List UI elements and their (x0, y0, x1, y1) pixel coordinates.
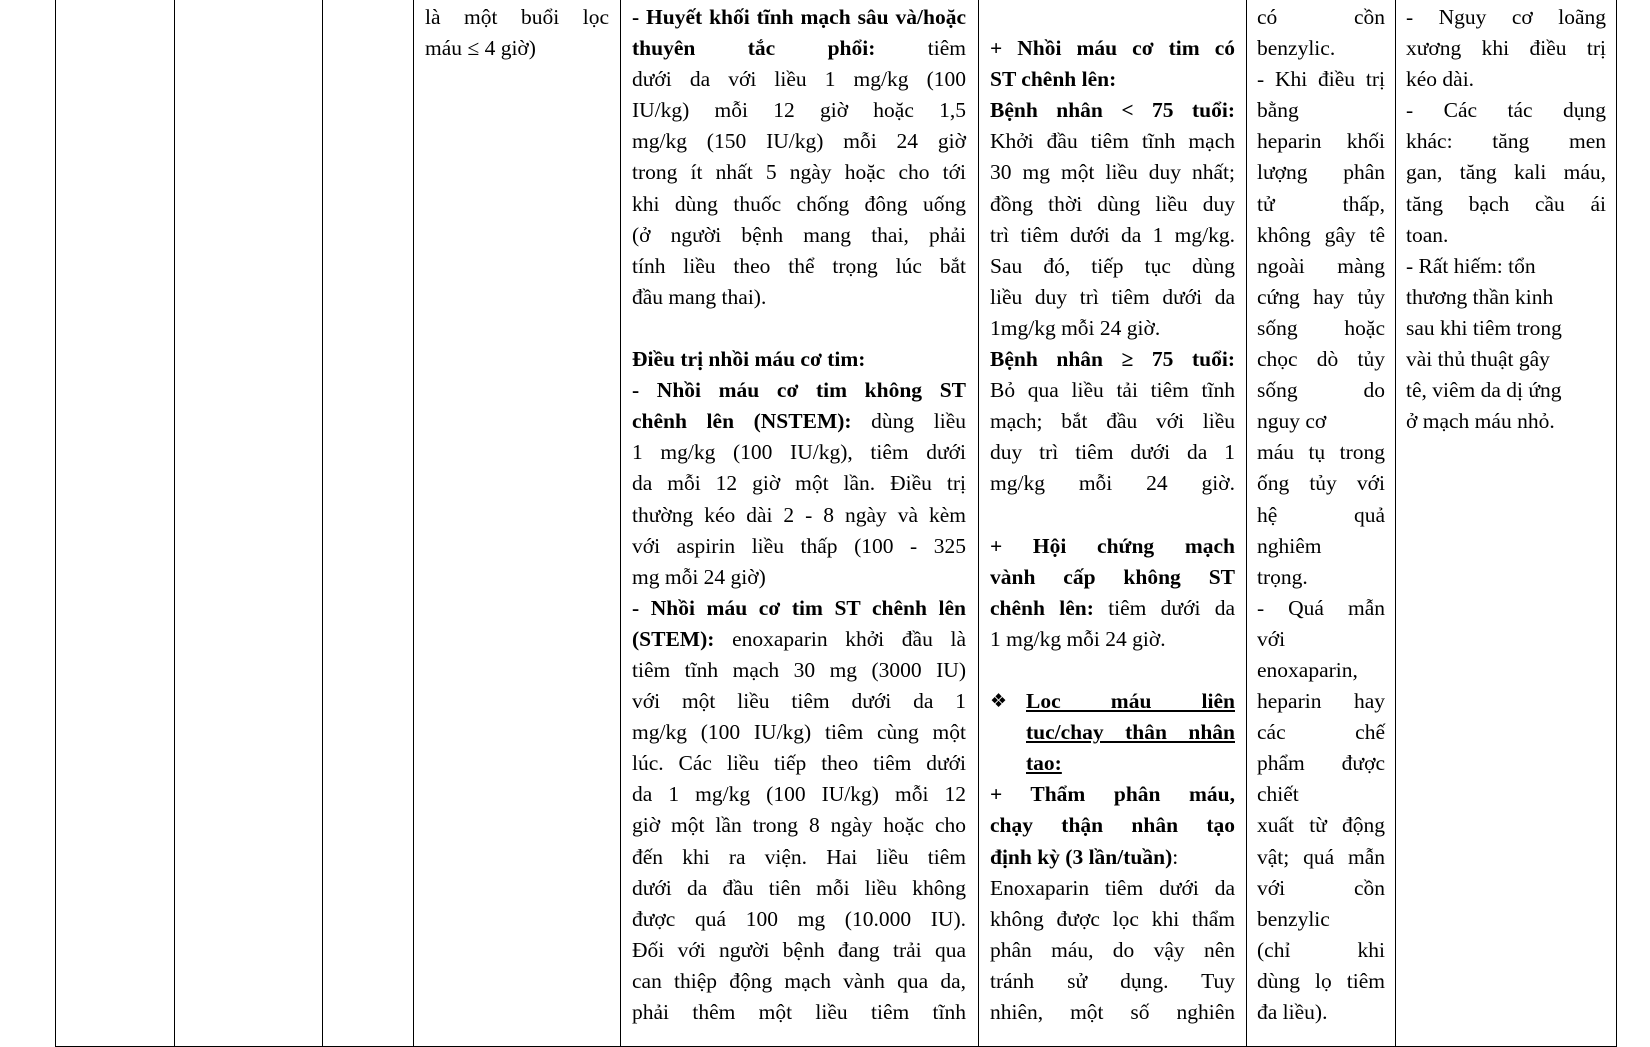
text-line: khác: tăng men (1406, 129, 1606, 154)
text-line: với aspirin liều thấp (100 - 325 (632, 533, 966, 558)
spacer (990, 500, 1235, 531)
text-line: dưới da đầu tiên mỗi liều không (632, 875, 966, 900)
dvt-heading: - Huyết khối tĩnh mạch sâu và/hoặc thuyên tắc phổi: (632, 5, 966, 61)
text-line: toan. (1406, 222, 1449, 247)
text-line: vật; quá mẫn (1257, 844, 1385, 869)
text-line: heparin hay (1257, 689, 1385, 714)
text-line: gan, tăng kali máu, (1406, 160, 1606, 185)
acs-heading: + Hội chứng mạch (990, 533, 1235, 558)
text-line: tăng bạch cầu ái (1406, 191, 1606, 216)
column-divider (978, 0, 979, 1047)
text-line: phẩm được (1257, 751, 1385, 776)
stem-heading: - Nhồi máu cơ tim ST chênh lên (632, 595, 966, 620)
text-line: nguy cơ (1257, 409, 1327, 434)
hemodialysis-heading: chạy thận nhân tạo (990, 813, 1235, 838)
text-line: - Các tác dụng (1406, 98, 1606, 123)
cell-contraindications (1257, 2, 1385, 1028)
text-line: phân máu, do vậy nên (990, 937, 1235, 962)
text-line: da mỗi 12 giờ một lần. Điều trị (632, 471, 966, 496)
text-line: xương khi điều trị (1406, 36, 1606, 61)
text-line: - Khi điều trị (1257, 67, 1385, 92)
text-line: ở mạch máu nhỏ. (1406, 409, 1555, 434)
text-line: dưới da với liều 1 mg/kg (100 (632, 67, 966, 92)
acs-heading: vành cấp không ST (990, 564, 1235, 589)
text-line: lúc. Các liều tiếp theo tiêm dưới (632, 751, 966, 776)
column-divider (620, 0, 621, 1047)
text-line: thương thần kinh (1406, 284, 1554, 309)
text-fragment: dùng liều (871, 409, 966, 434)
text-line: can thiệp động mạch vành qua da, (632, 968, 966, 993)
text-line: mạch; bắt đầu với liều (990, 409, 1235, 434)
spacer (990, 2, 1235, 33)
text-line: đa liều). (1257, 1000, 1328, 1024)
text-line: mg/kg mỗi 24 giờ. (990, 471, 1235, 496)
text-line: 1mg/kg mỗi 24 giờ. (990, 315, 1161, 340)
text-fragment: tiêm (927, 36, 967, 61)
hemodialysis-heading: + Thẩm phân máu, (990, 782, 1235, 807)
table-border-left (55, 0, 56, 1047)
text-line (632, 406, 966, 437)
table-border-right (1616, 0, 1617, 1047)
text-line: ngoài màng (1257, 253, 1385, 278)
text-fragment: enoxaparin khởi đầu là (732, 626, 966, 651)
section-heading: Điều trị nhồi máu cơ tim: (632, 347, 866, 372)
column-divider (413, 0, 414, 1047)
text-line: là một buổi lọc (425, 5, 609, 29)
text-fragment: : (1172, 844, 1179, 869)
text-line: được quá 100 mg (10.000 IU). (632, 906, 966, 931)
cell-col4 (425, 2, 609, 64)
text-fragment: tiêm dưới da (1108, 595, 1236, 620)
text-line: tử thấp, (1257, 191, 1385, 216)
text-line: bằng (1257, 98, 1299, 123)
nstem-heading: - Nhồi máu cơ tim không ST (632, 378, 966, 403)
text-line: 30 mg một liều duy nhất; (990, 160, 1235, 185)
text-line (632, 624, 966, 655)
text-line: benzylic (1257, 906, 1330, 931)
acs-heading: chênh lên: (990, 595, 1094, 620)
age-75-plus-label: Bệnh nhân ≥ 75 tuổi: (990, 347, 1235, 372)
hemodialysis-heading: định kỳ (3 lần/tuần) (990, 844, 1173, 869)
text-line: với một liều tiêm dưới da 1 (632, 689, 966, 714)
text-line: không được lọc khi thẩm (990, 906, 1235, 931)
text-line: dùng lọ tiêm (1257, 968, 1385, 993)
cell-special-dosing (990, 2, 1235, 1028)
text-line: máu ≤ 4 giờ) (425, 36, 536, 61)
text-line: tránh sử dụng. Tuy (990, 968, 1235, 993)
text-line: phải thêm một liều tiêm tĩnh (632, 1000, 966, 1024)
column-divider (1395, 0, 1396, 1047)
spacer (990, 655, 1235, 686)
crrt-heading: Loc máu liên (1026, 689, 1235, 714)
text-line: da 1 mg/kg (100 IU/kg) mỗi 12 (632, 782, 966, 807)
text-line: các chế (1257, 720, 1385, 745)
text-line: tính liều theo thể trọng lúc bắt (632, 253, 966, 278)
text-line: - Nguy cơ loãng (1406, 5, 1606, 29)
nstem-heading: chênh lên (NSTEM): (632, 409, 852, 434)
column-divider (1246, 0, 1247, 1047)
text-line: duy trì tiêm dưới da 1 (990, 440, 1235, 465)
text-line: hệ quả (1257, 502, 1385, 527)
age-under-75-label: Bệnh nhân < 75 tuổi: (990, 98, 1235, 123)
text-line: với (1257, 626, 1286, 651)
text-line: sống hoặc (1257, 315, 1385, 340)
text-line: Bỏ qua liều tải tiêm tĩnh (990, 378, 1235, 403)
diamond-bullet-icon: ❖ (990, 690, 1008, 713)
stem-heading: (STEM): (632, 626, 715, 651)
text-line: máu tụ trong (1257, 440, 1385, 465)
cell-adverse-effects (1406, 2, 1606, 437)
text-line: tiêm tĩnh mạch 30 mg (3000 IU) (632, 657, 966, 682)
text-line: có cồn (1257, 5, 1385, 29)
stemi-heading: ST chênh lên: (990, 67, 1117, 92)
text-line: enoxaparin, (1257, 657, 1358, 682)
crrt-heading: tao: (1026, 751, 1062, 776)
text-line: chiết (1257, 782, 1299, 807)
crrt-bullet (990, 686, 1235, 779)
text-line: Enoxaparin tiêm dưới da (990, 875, 1235, 900)
text-line: mg/kg (150 IU/kg) mỗi 24 giờ (632, 129, 966, 154)
text-line: mg/kg (100 IU/kg) tiêm cùng một (632, 720, 966, 745)
text-line: sống do (1257, 378, 1385, 403)
text-line: vài thủ thuật gây (1406, 347, 1550, 372)
text-line: - Rất hiếm: tổn (1406, 253, 1536, 278)
text-line: nhiên, một số nghiên (990, 1000, 1235, 1024)
text-line: 1 mg/kg (100 IU/kg), tiêm dưới (632, 440, 966, 465)
text-line: sau khi tiêm trong (1406, 315, 1562, 340)
text-line: trong ít nhất 5 ngày hoặc cho tới (632, 160, 966, 185)
column-divider (322, 0, 323, 1047)
spacer (632, 313, 966, 344)
text-line (632, 2, 966, 64)
text-line: giờ một lần trong 8 ngày hoặc cho (632, 813, 966, 838)
text-line: kéo dài. (1406, 67, 1475, 92)
text-line: khi dùng thuốc chống đông uống (632, 191, 966, 216)
text-line: chọc dò tủy (1257, 347, 1385, 372)
text-line: cứng hay tủy (1257, 284, 1385, 309)
text-line: ống tủy với (1257, 471, 1385, 496)
text-line: đầu mang thai). (632, 284, 767, 309)
text-line: không gây tê (1257, 222, 1385, 247)
text-line: đồng thời dùng liều duy (990, 191, 1235, 216)
text-line: trọng. (1257, 564, 1308, 589)
text-line: lượng phân (1257, 160, 1385, 185)
text-line (990, 593, 1235, 624)
text-line (990, 842, 1235, 873)
text-line: 1 mg/kg mỗi 24 giờ. (990, 626, 1166, 651)
text-line: liều duy trì tiêm dưới da (990, 284, 1235, 309)
text-line: heparin khối (1257, 129, 1385, 154)
text-line: (ở người bệnh mang thai, phải (632, 222, 966, 247)
text-line: nghiêm (1257, 533, 1322, 558)
text-line: trì tiêm dưới da 1 mg/kg. (990, 222, 1235, 247)
crrt-heading: tuc/chay thân nhân (1026, 720, 1235, 745)
text-line: (chỉ khi (1257, 937, 1385, 962)
text-line: với cồn (1257, 875, 1385, 900)
text-line: benzylic. (1257, 36, 1336, 61)
text-line: đến khi ra viện. Hai liều tiêm (632, 844, 966, 869)
text-line: - Quá mẫn (1257, 595, 1385, 620)
column-divider (174, 0, 175, 1047)
stemi-heading: + Nhồi máu cơ tim có (990, 36, 1235, 61)
text-line: Sau đó, tiếp tục dùng (990, 253, 1235, 278)
text-line: tê, viêm da dị ứng (1406, 378, 1562, 403)
text-line: xuất từ động (1257, 813, 1385, 838)
cell-dosage (632, 2, 966, 1028)
text-line: mg mỗi 24 giờ) (632, 564, 766, 589)
text-line: Đối với người bệnh đang trải qua (632, 937, 966, 962)
text-line: thường kéo dài 2 - 8 ngày và kèm (632, 502, 966, 527)
text-line: Khởi đầu tiêm tĩnh mạch (990, 129, 1235, 154)
text-line: IU/kg) mỗi 12 giờ hoặc 1,5 (632, 98, 966, 123)
